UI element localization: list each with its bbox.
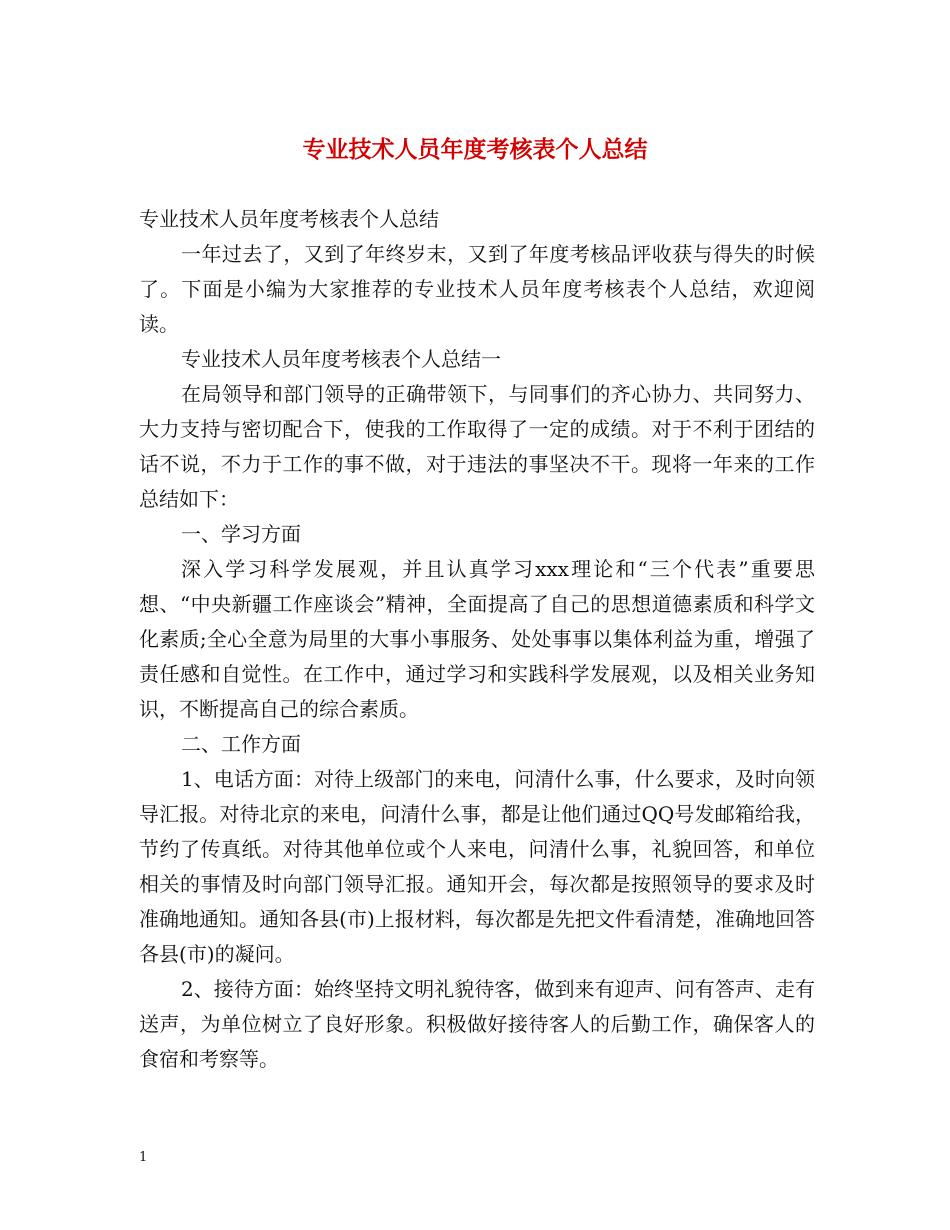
document-body (139, 202, 815, 1077)
paragraph-heading: 专业技术人员年度考核表个人总结 (139, 207, 439, 231)
paragraph-overview: 在局领导和部门领导的正确带领下，与同事们的齐心协力、共同努力、大力支持与密切配合下，使我的工作取得了一定的成绩。对于不利于团结的话不说，不力于工作的事不做，对于违法的事坚决不干。现将一年来的工作总结如下： (139, 382, 815, 511)
paragraph-intro: 一年过去了，又到了年终岁末，又到了年度考核品评收获与得失的时候了。下面是小编为大家推荐的专业技术人员年度考核表个人总结，欢迎阅读。 (139, 242, 815, 336)
page-number: 1 (139, 1150, 148, 1165)
paragraph-study: 深入学习科学发展观，并且认真学习xxx理论和“三个代表”重要思想、“中央新疆工作座谈会”精神，全面提高了自己的思想道德素质和科学文化素质;全心全意为局里的大事小事服务、处处事事以集体利益为重，增强了责任感和自觉性。在工作中，通过学习和实践科学发展观，以及相关业务知识，不断提高自己的综合素质。 (139, 557, 815, 721)
paragraph-subtitle: 专业技术人员年度考核表个人总结一 (181, 347, 501, 371)
section-heading-study: 一、学习方面 (181, 522, 301, 546)
section-heading-work: 二、工作方面 (181, 732, 301, 756)
paragraph-phone: 1、电话方面：对待上级部门的来电，问清什么事，什么要求，及时向领导汇报。对待北京的来电，问清什么事，都是让他们通过QQ号发邮箱给我，节约了传真纸。对待其他单位或个人来电，问清什么事，礼貌回答，和单位相关的事情及时向部门领导汇报。通知开会，每次都是按照领导的要求及时准确地通知。通知各县(市)上报材料，每次都是先把文件看清楚，准确地回答各县(市)的凝问。 (139, 767, 815, 966)
document-title: 专业技术人员年度考核表个人总结 (302, 136, 648, 163)
paragraph-reception: 2、接待方面：始终坚持文明礼貌待客，做到来有迎声、问有答声、走有送声，为单位树立了良好形象。积极做好接待客人的后勤工作，确保客人的食宿和考察等。 (139, 977, 815, 1071)
